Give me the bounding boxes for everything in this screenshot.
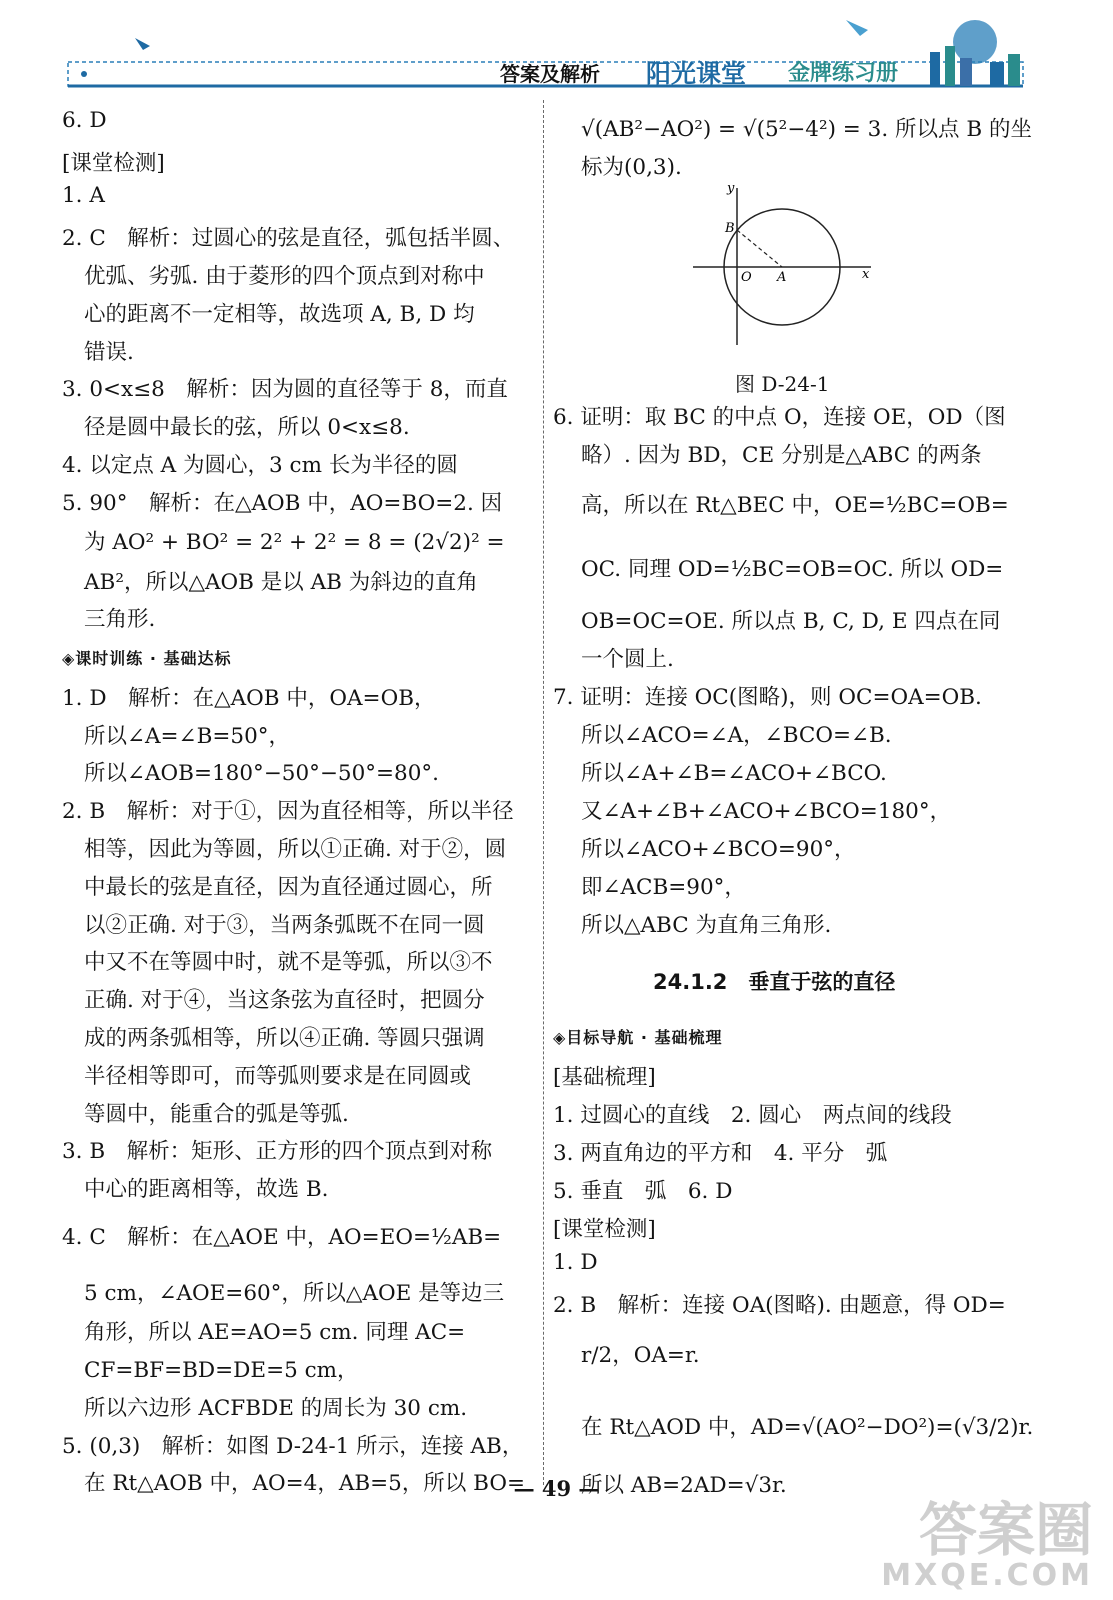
right-text-line: 所以△ABC 为直角三角形. (581, 913, 832, 938)
right-text-line: 高，所以在 Rt△BEC 中，OE=½BC=OB= (581, 493, 1009, 518)
figure-caption: 图 D-24-1 (735, 372, 830, 396)
left-text-line: 1. A (62, 183, 105, 208)
left-text-line: 5. (0,3) 解析：如图 D-24-1 所示，连接 AB， (62, 1434, 524, 1459)
left-text-line: 中又不在等圆中时，就不是等弧，所以③不 (84, 950, 493, 975)
right-text-line: [课堂检测] (553, 1217, 656, 1242)
right-text-line: 标为(0,3). (581, 155, 682, 180)
left-text-line: 1. D 解析：在△AOB 中，OA=OB， (62, 686, 436, 711)
left-text-line: 所以六边形 ACFBDE 的周长为 30 cm. (84, 1396, 468, 1421)
right-text-line: 略）. 因为 BD，CE 分别是△ABC 的两条 (581, 443, 982, 468)
right-text-line: 又∠A+∠B+∠ACO+∠BCO=180°， (581, 799, 952, 824)
workbook-title: 金牌练习册 (788, 61, 899, 86)
right-text-line: 3. 两直角边的平方和 4. 平分 弧 (553, 1141, 888, 1166)
brand-title: 阳光课堂 (646, 59, 747, 88)
y-axis-label: y (727, 181, 735, 196)
left-text-line: AB²，所以△AOB 是以 AB 为斜边的直角 (84, 570, 478, 595)
right-text-line: 1. 过圆心的直线 2. 圆心 两点间的线段 (553, 1103, 952, 1128)
right-text-line: OB=OC=OE. 所以点 B, C, D, E 四点在同 (581, 609, 1001, 634)
left-text-line: 4. C 解析：在△AOE 中，AO=EO=½AB= (62, 1225, 502, 1250)
right-text-line: √(AB²−AO²) = √(5²−4²) = 3. 所以点 B 的坐 (581, 117, 1032, 142)
left-text-line: 3. 0<x≤8 解析：因为圆的直径等于 8，而直 (62, 377, 508, 402)
watermark-en: MXQE.COM (881, 1558, 1093, 1593)
left-text-line: 角形，所以 AE=AO=5 cm. 同理 AC= (84, 1320, 466, 1345)
x-axis-label: x (862, 267, 870, 282)
left-text-line: 相等，因此为等圆，所以①正确. 对于②，圆 (84, 837, 507, 862)
left-text-line: 为 AO² + BO² = 2² + 2² = 8 = (2√2)² = (84, 530, 505, 555)
left-text-line: 径是圆中最长的弦，所以 0<x≤8. (84, 415, 410, 440)
right-text-line: 所以∠ACO+∠BCO=90°， (581, 837, 856, 862)
column-divider (543, 100, 544, 1485)
left-text-line: 在 Rt△AOB 中，AO=4，AB=5，所以 BO= (84, 1471, 526, 1496)
left-text-line: 心的距离不一定相等，故选项 A, B, D 均 (84, 302, 475, 327)
right-text-line: OC. 同理 OD=½BC=OB=OC. 所以 OD= (581, 557, 1004, 582)
left-text-line: 5. 90° 解析：在△AOB 中，AO=BO=2. 因 (62, 491, 503, 516)
left-text-line: CF=BF=BD=DE=5 cm， (84, 1358, 359, 1383)
left-text-line: 等圆中，能重合的弧是等弧. (84, 1102, 349, 1127)
left-text-line: 优弧、劣弧. 由于菱形的四个顶点到对称中 (84, 264, 485, 289)
left-text-line: ◈课时训练 · 基础达标 (62, 649, 232, 668)
left-text-line: 中心的距离相等，故选 B. (84, 1177, 329, 1202)
left-text-line: 3. B 解析：矩形、正方形的四个顶点到对称 (62, 1139, 493, 1164)
globe-icon (953, 20, 997, 64)
right-text-line: r/2，OA=r. (581, 1343, 700, 1368)
page-header (0, 0, 1113, 100)
right-text-line: 所以 AB=2AD=√3r. (581, 1473, 787, 1498)
right-text-line: 一个圆上. (581, 647, 674, 672)
left-text-line: 成的两条弧相等，所以④正确. 等圆只强调 (84, 1026, 485, 1051)
watermark (881, 1496, 1093, 1593)
right-text-line: 6. 证明：取 BC 的中点 O，连接 OE，OD（图 (553, 405, 1006, 430)
figure-circle-diagram (693, 180, 883, 360)
left-text-line: 4. 以定点 A 为圆心，3 cm 长为半径的圆 (62, 453, 458, 478)
right-text-line: 所以∠ACO=∠A，∠BCO=∠B. (581, 723, 892, 748)
left-text-line: 2. C 解析：过圆心的弦是直径，弧包括半圆、 (62, 226, 515, 251)
right-text-line: 7. 证明：连接 OC(图略)，则 OC=OA=OB. (553, 685, 982, 710)
right-text-line: [基础梳理] (553, 1065, 656, 1090)
point-a-label: A (777, 270, 787, 285)
left-text-line: 以②正确. 对于③，当两条弧既不在同一圆 (84, 913, 485, 938)
bird-icon (135, 38, 150, 50)
left-text-line: 所以∠A=∠B=50°， (84, 724, 290, 749)
right-text-line: 1. D (553, 1250, 598, 1275)
left-text-line: 三角形. (84, 607, 156, 632)
right-text-line: 2. B 解析：连接 OA(图略). 由题意，得 OD= (553, 1293, 1006, 1318)
segment-ab (737, 230, 782, 267)
left-text-line: 5 cm，∠AOE=60°，所以△AOE 是等边三 (84, 1281, 505, 1306)
left-text-line: 所以∠AOB=180°−50°−50°=80°. (84, 761, 439, 786)
left-text-line: [课堂检测] (62, 151, 165, 176)
left-text-line: 6. D (62, 108, 107, 133)
right-text-line: 所以∠A+∠B=∠ACO+∠BCO. (581, 761, 887, 786)
right-text-line: 即∠ACB=90°， (581, 875, 746, 900)
right-text-line: 5. 垂直 弧 6. D (553, 1179, 733, 1204)
point-b-label: B (725, 221, 735, 236)
right-text-line: ◈目标导航 · 基础梳理 (553, 1028, 723, 1047)
watermark-cn: 答案圈 (918, 1496, 1093, 1564)
plane-icon (846, 20, 868, 36)
left-text-line: 中最长的弦是直径，因为直径通过圆心，所 (84, 875, 493, 900)
page-number: — 49 — (513, 1476, 600, 1501)
left-text-line: 错误. (84, 340, 134, 365)
origin-label: O (741, 270, 752, 285)
left-text-line: 正确. 对于④，当这条弦为直径时，把圆分 (84, 988, 485, 1013)
right-text-line: 24.1.2 垂直于弦的直径 (653, 970, 896, 994)
right-text-line: 在 Rt△AOD 中，AD=√(AO²−DO²)=(√3/2)r. (581, 1415, 1034, 1440)
left-text-line: 2. B 解析：对于①，因为直径相等，所以半径 (62, 799, 514, 824)
left-text-line: 半径相等即可，而等弧则要求是在同圆或 (84, 1064, 472, 1089)
answers-label: 答案及解析 (500, 62, 600, 86)
